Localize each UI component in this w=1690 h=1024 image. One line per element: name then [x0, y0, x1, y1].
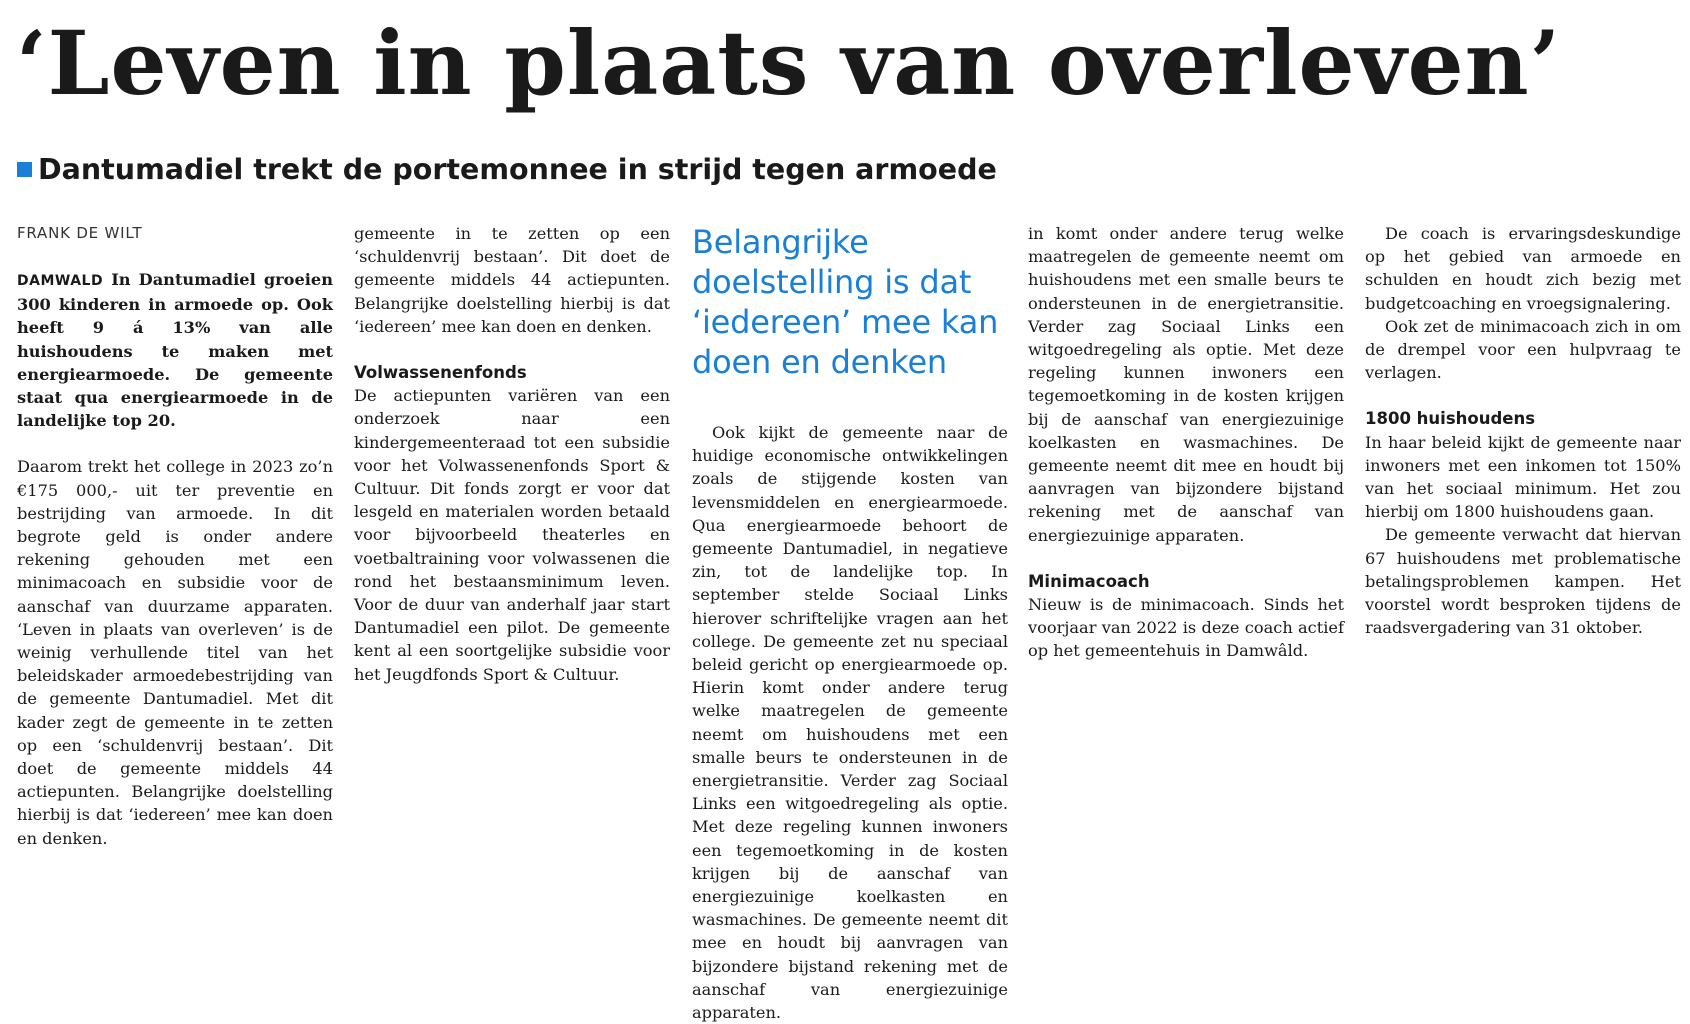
column-4 [1028, 222, 1344, 663]
lead-paragraph [17, 268, 333, 432]
article-subheadline [17, 150, 997, 190]
body-paragraph-3: Ook kijkt de gemeente naar de huidige economische ontwikkelingen zoals de stijgende kosten van levensmiddelen en energiearmoede. Qua energiearmoede behoort de gemeente Dantumadiel, in negatieve zin, tot de landelijke top. In september stelde Sociaal Links hierover schriftelijke vragen aan het college. De gemeente zet nu speciaal beleid gericht op energiearmoede op. Hierin komt onder andere terug welke maatregelen de gemeente neemt om huishoudens met een smalle beurs te ondersteunen in de energietransitie. Verder zag Sociaal Links een witgoedregeling als optie. Met deze regeling kunnen inwoners een tegemoetkoming in de kosten krijgen bij de aanschaf van energiezuinige koelkasten en wasmachines. De gemeente neemt dit mee en houdt bij aanvragen van bijzondere bijstand rekening met de aanschaf van energiezuinige apparaten. [692, 423, 1008, 1023]
column-3 [692, 222, 1008, 1023]
body-paragraph-2: De actiepunten variëren van een onderzoek naar een kindergemeenteraad tot een subsidie voor het Volwassenenfonds Sport & Cultuur. Dit fonds zorgt er voor dat lesgeld en materialen worden betaald voor bijvoorbeeld theaterles en voetbaltraining voor volwassenen die rond het bestaansminimum leven. Voor de duur van anderhalf jaar start Dantumadiel een pilot. De gemeente kent al een soortgelijke subsidie voor het Jeugdfonds Sport & Cultuur. [354, 386, 670, 684]
column-5 [1365, 222, 1681, 639]
pull-quote: Belangrijke doelstelling is dat ‘iedereen’ mee kan doen en denken [692, 223, 999, 381]
body-paragraph-5: De coach is ervaringsdeskundige op het gebied van armoede en schulden en houdt zich bezig met budgetcoaching en vroegsignalering. [1365, 224, 1681, 313]
subtitle-minimacoach: Minimacoach [1028, 571, 1150, 591]
column-1 [17, 222, 333, 848]
lead-text: In Dantumadiel groeien 300 kinderen in armoede op. Ook heeft 9 á 13% van alle huishoudens te maken met energiearmoede. De gemeente staat qua energiearmoede in de landelijke top 20. [17, 270, 333, 431]
body-paragraph-7: In haar beleid kijkt de gemeente naar inwoners met een inkomen tot 150% van het sociaal minimum. Het zou hierbij om 1800 huishoudens gaan. [1365, 432, 1681, 522]
body-paragraph-1-continued: gemeente in te zetten op een ‘schuldenvrij bestaan’. Dit doet de gemeente middels 44 actiepunten. Belangrijke doelstelling hierbij is dat ‘iedereen’ mee kan doen en denken. [354, 224, 670, 336]
body-paragraph-8: De gemeente verwacht dat hiervan 67 huishoudens met problematische betalingsproblemen kampen. Het voorstel wordt besproken tijdens de raadsvergadering van 31 oktober. [1365, 525, 1681, 638]
article-headline: ‘Leven in plaats van overleven’ [16, 11, 1562, 115]
subtitle-volwassenenfonds: Volwassenenfonds [354, 363, 527, 383]
column-2 [354, 222, 670, 686]
dateline: DAMWALD [17, 273, 104, 289]
subtitle-1800-huishoudens: 1800 huishoudens [1365, 409, 1536, 429]
body-paragraph-3-continued: in komt onder andere terug welke maatregelen de gemeente neemt om huishoudens met een smalle beurs te ondersteunen in de energietransitie. Verder zag Sociaal Links een witgoedregeling als optie. Met deze regeling kunnen inwoners een tegemoetkoming in de kosten krijgen bij de aanschaf van energiezuinige koelkasten en wasmachines. De gemeente neemt dit mee en houdt bij aanvragen van bijzondere bijstand rekening met de aanschaf van energiezuinige apparaten. [1028, 224, 1344, 545]
body-paragraph-6: Ook zet de minimacoach zich in om de drempel voor een hulpvraag te verlagen. [1365, 316, 1681, 383]
body-paragraph-4: Nieuw is de minimacoach. Sinds het voorjaar van 2022 is deze coach actief op het gemeentehuis in Damwâld. [1028, 595, 1344, 661]
byline: FRANK DE WILT [17, 224, 143, 242]
body-paragraph-1: Daarom trekt het college in 2023 zo’n €175 000,- uit ter preventie en bestrijding van armoede. In dit begrote geld is onder andere rekening gehouden met een minimacoach en subsidie voor de aanschaf van duurzame apparaten. ‘Leven in plaats van overleven’ is de weinig verhullende titel van het beleidskader armoedebestrijding van de gemeente Dantumadiel. Met dit kader zegt de gemeente in te zetten op een ‘schuldenvrij bestaan’. Dit doet de gemeente middels 44 actiepunten. Belangrijke doelstelling hierbij is dat ‘iedereen’ mee kan doen en denken. [17, 457, 333, 848]
blue-square-icon [17, 162, 32, 177]
subheadline-text: Dantumadiel trekt de portemonnee in strijd tegen armoede [38, 153, 997, 186]
